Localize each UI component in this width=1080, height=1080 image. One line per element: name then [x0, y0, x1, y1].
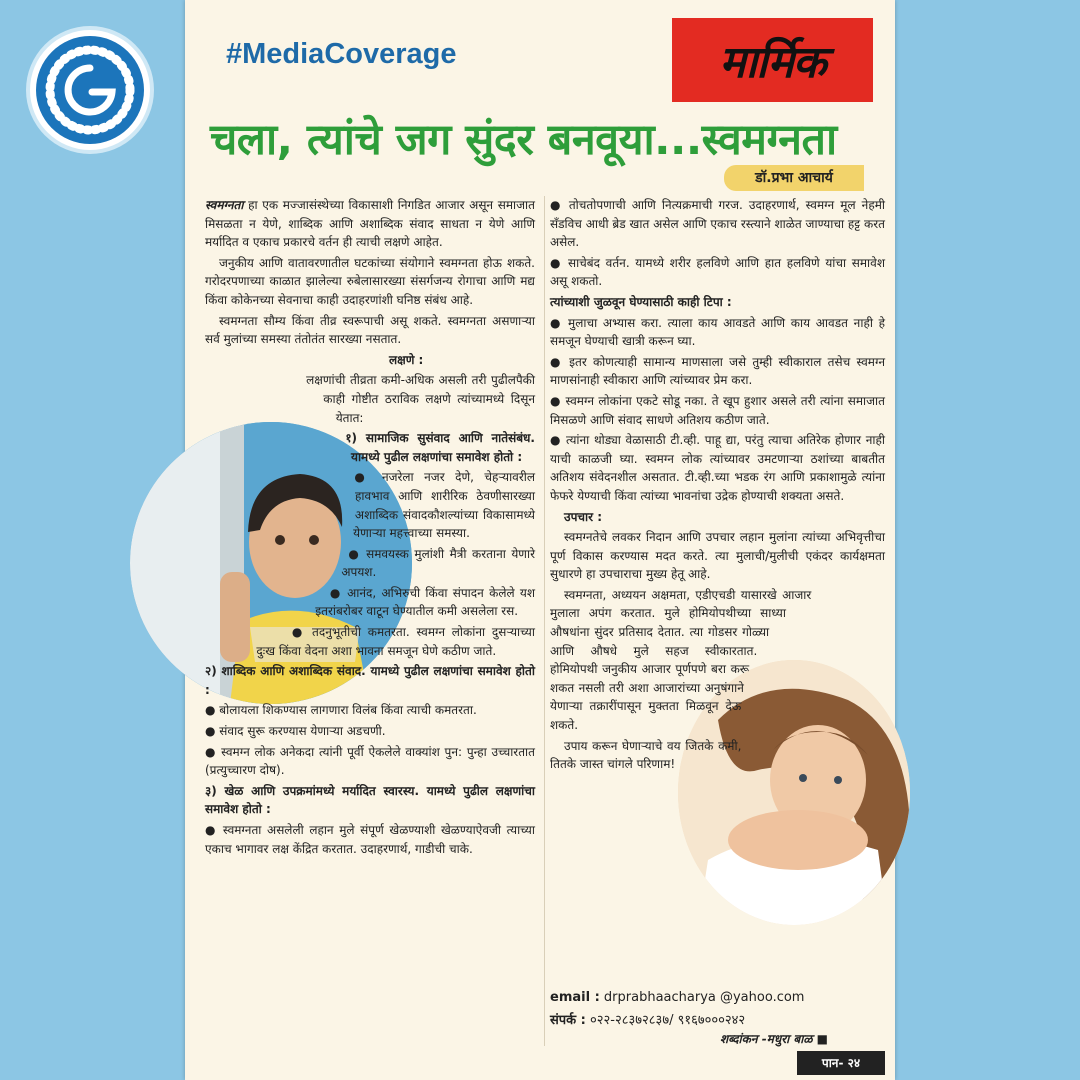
- bullet-speech-delay: ● बोलायला शिकण्यास लागणारा विलंब किंवा त्याची कमतरता.: [205, 703, 477, 718]
- column-divider: [544, 196, 545, 1046]
- email-line: [550, 990, 885, 1005]
- transcription-credit: शब्दांकन -मधुरा बाळ ■: [720, 1032, 829, 1046]
- tip-accept: ● इतर कोणत्याही सामान्य माणसाला जसे तुम्ही स्वीकाराल तसेच स्वमग्न माणसांनाही स्वीकारा आणि त्यांच्यावर प्रेम करा.: [550, 354, 885, 388]
- phone-label: संपर्क :: [550, 1013, 586, 1028]
- symptoms-intro: लक्षणांची तीव्रता कमी-अधिक असली तरी पुढीलपैकी काही गोष्टीत ठराविक लक्षणे त्यांच्यामध्ये दिसून येतात:: [306, 373, 535, 425]
- phone-line: [550, 1010, 885, 1028]
- intro-paragraph: [205, 196, 535, 252]
- causes-paragraph: जनुकीय आणि वातावरणातील घटकांच्या संयोगाने स्वमग्नता होऊ शकते. गरोदरपणाच्या काळात झालेल्या रुबेलासारख्या संसर्गजन्य रोगाचा आणि मद्य किंवा कोकेनच्या सेवनाचा काही उदाहरणांशी घनिष्ठ संबंध आहे.: [205, 255, 535, 307]
- article-headline: चला, त्यांचे जग सुंदर बनवूया...स्वमग्नता: [210, 115, 837, 165]
- bullet-echolalia: ● स्वमग्न लोक अनेकदा त्यांनी पूर्वी ऐकलेले वाक्यांश पुन: पुन्हा उच्चारतात (प्रत्युच्चारण दोष).: [205, 744, 535, 778]
- bullet-friendship: ● समवयस्क मुलांशी मैत्री करताना येणारे अपयश.: [341, 546, 535, 580]
- intro-emphasis: स्वमग्नता: [205, 198, 244, 212]
- phone-number: ०२२-२८३७२८३७/ ९१६७०००२४२: [585, 1013, 746, 1028]
- g-logo-icon: [30, 30, 150, 150]
- article-column-right: [550, 196, 885, 866]
- page-number: पान- २४: [797, 1051, 885, 1075]
- section-social-heading: १) सामाजिक सुसंवाद आणि नातेसंबंध. यामध्ये पुढील लक्षणांचा समावेश होतो :: [345, 431, 535, 464]
- homeopathy-paragraph: स्वमग्नता, अध्ययन अक्षमता, एडीएचडी यासारखे आजार मुलाला अपंग करतात. मुले होमियोपथीच्या साध्या औषधांना सुंदर प्रतिसाद देतात. त्या गोडसर गोळ्या आणि औषधे मुले सहज स्वीकारतात. होमियोपथी जनुकीय आजार पूर्णपणे बरा करू शकत नसली तरी अशा आजारांच्या अनुषंगाने येणाऱ्या तक्रारींपासून मुक्तता मिळवून देऊ शकते.: [550, 587, 812, 733]
- treatment-paragraph: स्वमग्नतेचे लवकर निदान आणि उपचार लहान मुलांना त्यांच्या अभिवृत्तीचा पूर्ण विकास करण्यास मदत करते. त्या मुलाची/मुलीची एकंदर कार्यक्षमता सुधारणे हा उपचाराचा मुख्य हेतू आहे.: [550, 530, 885, 582]
- hashtag-title: #MediaCoverage: [226, 38, 457, 70]
- severity-paragraph: स्वमग्नता सौम्य किंवा तीव्र स्वरूपाची असू शकते. स्वमग्नता असणाऱ्या सर्व मुलांच्या समस्या तंतोतंत सारख्या नसतात.: [205, 313, 535, 347]
- bullet-routine: ● तोचतोपणाची आणि नित्यक्रमाची गरज. उदाहरणार्थ, स्वमग्न मूल नेहमी सँडविच आधी ब्रेड खात असेल आणि एकाच रस्त्याने शाळेत जाण्याचा हट्ट करत असेल.: [550, 198, 885, 250]
- intro-text: हा एक मज्जासंस्थेच्या विकासाशी निगडित आजार असून समाजात मिसळता न येणे, शाब्दिक आणि अशाब्दिक संवाद साधता न येणे आणि मर्यादित व एकाच प्रकारचे वर्तन ही त्याची लक्षणे आहेत.: [205, 198, 535, 250]
- article-column-left: [205, 196, 535, 860]
- section-communication-heading: २) शाब्दिक आणि अशाब्दिक संवाद. यामध्ये पुढील लक्षणांचा समावेश होतो :: [205, 664, 535, 697]
- treatment-heading: उपचार :: [564, 509, 603, 524]
- right-background-panel: [895, 0, 1080, 1080]
- tip-tv: ● त्यांना थोड्या वेळासाठी टी.व्ही. पाहू द्या, परंतु त्याचा अतिरेक होणार नाही याची काळजी घ्या. स्वमग्न लोक त्यांच्यावर उमटणाऱ्या ठशांच्या बाबतीत अतिशय संवेदनशील असतात. टी.व्ही.च्या भडक रंग आणि प्रकाशामुळे त्यांना फेफरे येण्याची किंवा त्यांच्या भावनांचा उद्रेक होण्याची शक्यता असते.: [550, 433, 885, 503]
- magazine-masthead: [672, 18, 873, 102]
- bullet-conversation: ● संवाद सुरू करण्यास येणाऱ्या अडचणी.: [205, 724, 386, 739]
- conclusion-paragraph: उपाय करून घेणाऱ्याचे वय जितके कमी, तितके जास्त चांगले परिणाम!: [550, 738, 742, 772]
- tips-heading: त्यांच्याशी जुळवून घेण्यासाठी काही टिपा :: [550, 294, 732, 309]
- masthead-text: मार्मिक: [719, 37, 826, 88]
- tip-study-child: ● मुलाचा अभ्यास करा. त्याला काय आवडते आणि काय आवडत नाही हे समजून घेण्याची खात्री करून घ्या.: [550, 315, 885, 349]
- bullet-toy-focus: ● स्वमग्नता असलेली लहान मुले संपूर्ण खेळण्याशी खेळण्याऐवजी त्याच्या एकाच भागावर लक्ष केंद्रित करतात. उदाहरणार्थ, गाडीची चाके.: [205, 823, 535, 856]
- email-label: email :: [550, 990, 600, 1005]
- section-play-heading: ३) खेळ आणि उपक्रमांमध्ये मर्यादित स्वारस्य. यामध्ये पुढील लक्षणांचा समावेश होतो :: [205, 783, 535, 817]
- bullet-stereotyped: ● साचेबंद वर्तन. यामध्ये शरीर हलविणे आणि हात हलविणे यांचा समावेश असू शकतो.: [550, 255, 885, 289]
- bullet-sharing: ● आनंद, अभिरुची किंवा संपादन केलेले यश इतरांबरोबर वाटून घेण्यातील कमी असलेला रस.: [315, 585, 535, 619]
- symptoms-heading: लक्षणे :: [388, 352, 424, 367]
- author-tag: डॉ.प्रभा आचार्य: [724, 165, 864, 191]
- tip-not-alone: ● स्वमग्न लोकांना एकटे सोडू नका. ते खूप हुशार असले तरी त्यांना समाजात मिसळणे आणि संवाद साधणे अतिशय कठीण जाते.: [550, 393, 885, 427]
- bullet-empathy: ● तदनुभूतीची कमतरता. स्वमग्न लोकांना दुसऱ्याच्या दुःख किंवा वेदना अशा भावना समजून घेणे कठीण जाते.: [256, 625, 535, 658]
- email-address: drprabhaacharya @yahoo.com: [599, 990, 805, 1005]
- bullet-eye-contact: ● नजरेला नजर देणे, चेहऱ्यावरील हावभाव आणि शारीरिक ठेवणीसारख्या अशाब्दिक संवादकौशल्यांच्या विकासामध्ये येणाऱ्या महत्त्वाच्या समस्या.: [353, 470, 535, 541]
